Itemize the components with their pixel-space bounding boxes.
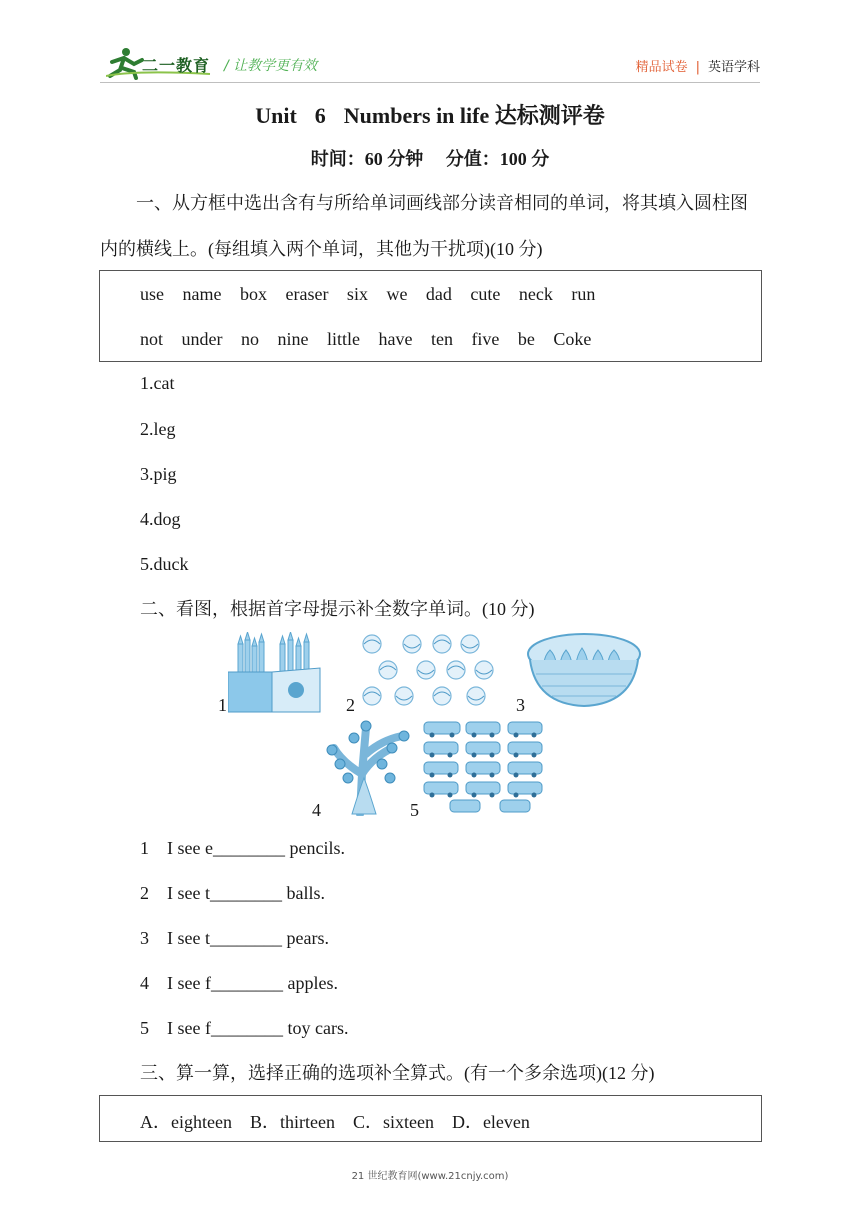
header-subject-label: 英语学科	[707, 60, 760, 75]
title-cn: 达标测评卷	[494, 103, 605, 128]
word-row-2: not under no nine little have ten five be Coke	[140, 329, 592, 349]
page-title	[0, 99, 860, 130]
picture-label-4: 4	[312, 800, 321, 820]
list-item: 1.cat	[140, 373, 175, 393]
title-unit: Unit	[255, 103, 297, 128]
toy-cars-icon	[420, 716, 548, 816]
title-name: Numbers in life	[343, 103, 490, 128]
fill-sentence: 2 I see t________ balls.	[140, 883, 325, 903]
logo-text: 二一教育	[142, 56, 211, 75]
section1-instruction: 一、从方框中选出含有与所给单词画线部分读音相同的单词，将其填入圆柱图内的横线上。(每组填入两个单词，其他为干扰项)(10 分)	[100, 193, 748, 259]
list-item: 2.leg	[140, 419, 176, 439]
header-separator: |	[695, 60, 700, 75]
picture-label-3: 3	[516, 695, 525, 715]
picture-label-1: 1	[218, 695, 227, 715]
title-number: 6	[314, 103, 326, 128]
list-item: 4.dog	[140, 509, 181, 529]
brand-logo	[106, 46, 212, 80]
header-subject	[636, 56, 760, 75]
list-item: 5.duck	[140, 554, 189, 574]
word-box	[99, 270, 762, 362]
page-footer: 21 世纪教育网(www.21cnjy.com)	[351, 1171, 509, 1182]
pencils-icon	[228, 632, 324, 714]
list-item: 3.pig	[140, 464, 177, 484]
section2-instruction: 二、看图，根据首字母提示补全数字单词。(10 分)	[140, 599, 535, 619]
section3-instruction: 三、算一算，选择正确的选项补全算式。(有一个多余选项)(12 分)	[140, 1063, 655, 1083]
balls-icon	[358, 632, 498, 712]
fill-sentence: 5 I see f________ toy cars.	[140, 1018, 349, 1038]
pear-basket-icon	[526, 630, 642, 710]
apple-tree-icon	[322, 718, 414, 816]
word-row-1: use name box eraser six we dad cute neck run	[140, 284, 596, 304]
header-divider	[100, 82, 760, 83]
slogan: / 让教学更有效	[224, 58, 318, 74]
options-text: A．eighteen B．thirteen C．sixteen D．eleven	[140, 1112, 530, 1132]
options-box	[99, 1095, 762, 1142]
picture-label-5: 5	[410, 800, 419, 820]
header-tag: 精品试卷	[635, 60, 688, 75]
exam-meta: 时间：60 分钟 分值：100 分	[310, 149, 550, 169]
fill-sentence: 1 I see e________ pencils.	[140, 838, 345, 858]
picture-label-2: 2	[346, 695, 355, 715]
fill-sentence: 3 I see t________ pears.	[140, 928, 329, 948]
fill-sentence: 4 I see f________ apples.	[140, 973, 338, 993]
